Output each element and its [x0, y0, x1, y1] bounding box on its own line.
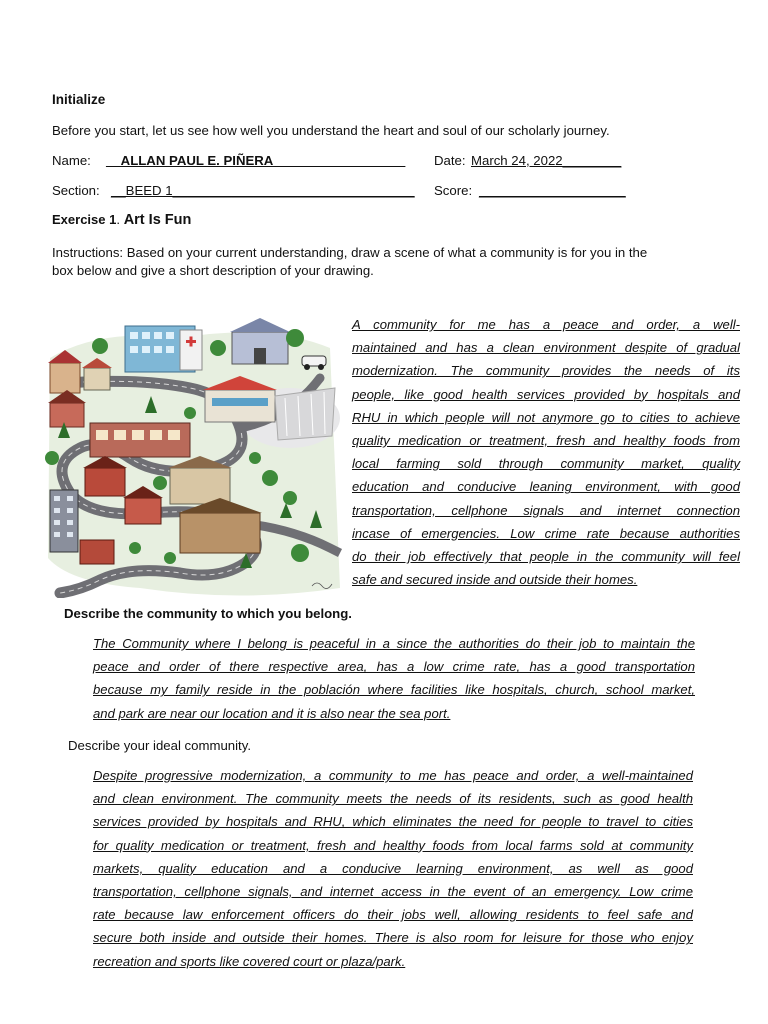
exercise-separator: . [116, 212, 121, 227]
name-label: Name: [52, 153, 91, 168]
date-field[interactable] [471, 153, 621, 169]
answer-line: because my family reside in the población where facilities like hospitals, church, school market, [93, 682, 695, 698]
drawing-description-line: modernization. The community provides the needs of its [352, 363, 740, 379]
score-field[interactable] [479, 183, 626, 199]
drawing-description-line: local farming sold through community market, quality [352, 456, 740, 472]
community-illustration [40, 318, 343, 598]
drawing-description-line: people, like good health services provided by hospitals and [352, 386, 740, 402]
name-field[interactable] [106, 153, 405, 169]
score-label: Score: [434, 183, 473, 198]
drawing-description-line: safe and secured inside and outside their homes. [352, 572, 638, 588]
instructions-line: box below and give a short description of your drawing. [52, 263, 374, 278]
exercise-number: Exercise 1 [52, 212, 117, 227]
drawing-description-line: incase of emergencies. Low crime rate because authorities [352, 525, 740, 541]
section-value: __BEED 1_________________________________ [111, 183, 415, 198]
date-value: March 24, 2022________ [471, 153, 622, 168]
answer-line: and park are near our location and it is also near the sea port. [93, 705, 451, 721]
intro-text: Before you start, let us see how well you understand the heart and soul of our scholarly journey. [52, 123, 610, 138]
section-label: Section: [52, 183, 100, 198]
section-field[interactable] [111, 183, 415, 199]
answer-ideal-community[interactable] [93, 764, 693, 973]
question-current-community: Describe the community to which you belong. [64, 606, 352, 621]
answer-line: markets, quality education and a conducive learning environment, as well as good [93, 860, 693, 876]
answer-line: and clean environment. The community meets the needs of its residents, such as good health [93, 791, 693, 807]
answer-line: services provided by hospitals and RHU, which eliminates the need for people to travel to cities [93, 814, 693, 830]
instructions [52, 244, 647, 280]
page-title: Initialize [52, 92, 106, 107]
drawing-description [352, 313, 740, 591]
drawing-description-line: A community for me has a peace and order, a well- [352, 317, 740, 332]
score-value: ____________________ [479, 183, 626, 198]
answer-line: rate because law enforcement officers do their jobs well, allowing residents to feel safe and [93, 907, 693, 923]
answer-line: secure both inside and outside their homes. There is also room for leisure for those who enjoy [93, 930, 693, 946]
answer-line: The Community where I belong is peaceful in a since the authorities do their job to maintain the [93, 636, 695, 651]
drawing-description-line: education and conducive leaning environment, with good [352, 479, 740, 495]
answer-line: transportation, cellphone signals, and internet access in the event of an emergency. Low crime [93, 884, 693, 900]
question-ideal-community: Describe your ideal community. [68, 738, 251, 753]
community-drawing [40, 318, 343, 598]
date-label: Date: [434, 153, 466, 168]
answer-line: peace and order of there respective area, has a low crime rate, has a good transportation [93, 659, 695, 675]
name-value: __ALLAN PAUL E. PIÑERA__________________ [106, 153, 406, 168]
answer-current-community[interactable] [93, 632, 695, 725]
exercise-title: Art Is Fun [123, 212, 192, 228]
instructions-line: Instructions: Based on your current understanding, draw a scene of what a community is for you in the [52, 245, 648, 260]
drawing-description-line: do their job effectively that people in the community will feel [352, 549, 740, 565]
drawing-description-line: quality medication or treatment, fresh and healthy foods from [352, 433, 740, 449]
answer-line: recreation and sports like covered court or plaza/park. [93, 953, 406, 969]
answer-line: for quality medication or treatment, fresh and healthy foods from local farms sold at community [93, 837, 693, 853]
drawing-description-line: transportation, cellphone signals and internet connection [352, 502, 740, 518]
drawing-description-line: maintained and has a clean environment despite of gradual [352, 340, 740, 356]
drawing-description-line: RHU in which people will not anymore go to cities to achieve [352, 409, 740, 425]
exercise-heading [52, 212, 191, 228]
answer-line: Despite progressive modernization, a community to me has peace and order, a well-maintained [93, 768, 693, 783]
